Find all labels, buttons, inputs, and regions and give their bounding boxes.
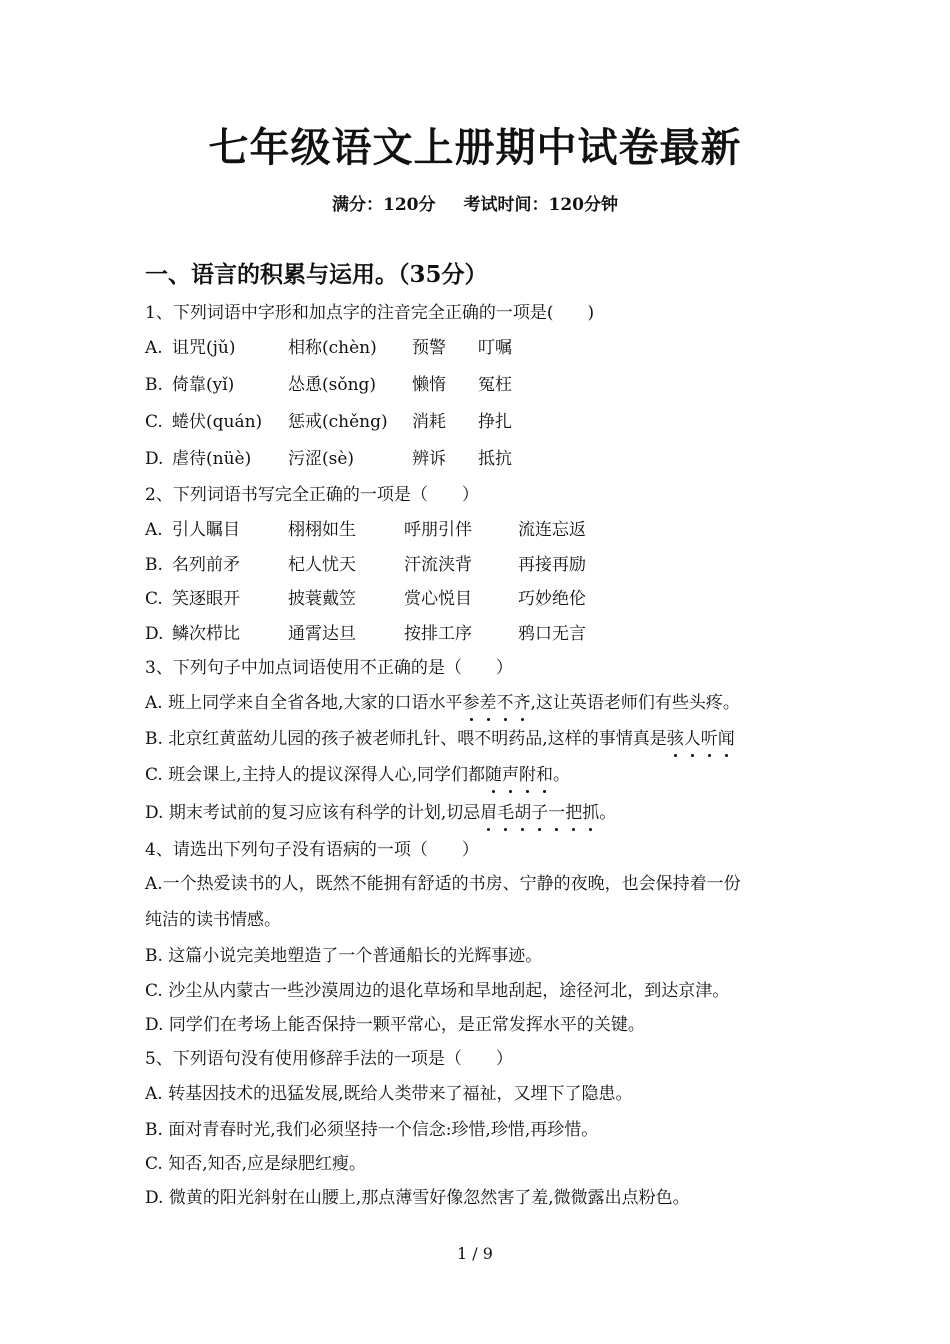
q3-option-a xyxy=(145,690,740,716)
q3-stem: 3、下列句子中加点词语使用不正确的是（ ） xyxy=(145,658,513,678)
option-word: 通霄达旦 xyxy=(288,624,356,644)
option-label: D. xyxy=(145,624,164,644)
q2-stem: 2、下列词语书写完全正确的一项是（ ） xyxy=(145,485,479,505)
option-text: C. 班会课上,主持人的提议深得人心,同学们都 xyxy=(145,765,486,785)
exam-subtitle xyxy=(0,192,950,218)
q3-option-b xyxy=(145,726,735,752)
q3-option-d xyxy=(145,800,616,826)
q2-option-b xyxy=(145,552,586,578)
option-word: 引人瞩目 xyxy=(172,520,240,540)
dotted-char: 子 xyxy=(531,800,548,826)
option-word: 巧妙绝伦 xyxy=(518,589,586,609)
option-word: 惩戒(chěng) xyxy=(288,412,388,432)
q4-option-c: C. 沙尘从内蒙古一些沙漠周边的退化草场和旱地刮起，途径河北，到达京津。 xyxy=(145,981,730,1001)
q3-option-c xyxy=(145,762,570,788)
q1-option-b xyxy=(145,372,512,398)
option-word: 冤枉 xyxy=(478,375,512,395)
option-word: 挣扎 xyxy=(478,412,512,432)
q1-option-d xyxy=(145,446,512,472)
dotted-char: 听 xyxy=(701,726,718,752)
option-label: A. xyxy=(145,520,163,540)
option-word: 抵抗 xyxy=(478,449,512,469)
q4-option-b: B. 这篇小说完美地塑造了一个普通船长的光辉事迹。 xyxy=(145,946,543,966)
option-text: ,这让英语老师们有些头疼。 xyxy=(530,693,740,713)
option-word: 再接再励 xyxy=(518,555,586,575)
option-word: 鸦口无言 xyxy=(518,624,586,644)
dotted-phrase xyxy=(463,693,531,713)
option-label: C. xyxy=(145,412,163,432)
option-label: B. xyxy=(145,555,163,575)
dotted-char: 人 xyxy=(684,726,701,752)
option-word: 预警 xyxy=(412,338,446,358)
option-word: 相称(chèn) xyxy=(288,338,377,358)
q4-stem: 4、请选出下列句子没有语病的一项（ ） xyxy=(145,840,479,860)
q1-option-a xyxy=(145,335,512,361)
option-word: 叮嘱 xyxy=(478,338,512,358)
q1-option-c xyxy=(145,409,512,435)
option-word: 辨诉 xyxy=(412,449,446,469)
q4-option-a-line2: 纯洁的读书情感。 xyxy=(145,910,281,930)
option-text: B. 北京红黄蓝幼儿园的孩子被老师扎针、喂不明药品,这样的事情真是 xyxy=(145,729,667,749)
dotted-char: 抓 xyxy=(582,800,599,826)
dotted-phrase xyxy=(480,803,599,823)
page-number: 1 / 9 xyxy=(457,1244,493,1263)
dotted-char: 骇 xyxy=(667,726,684,752)
option-text: 。 xyxy=(599,803,617,823)
option-word: 笑逐眼开 xyxy=(172,589,240,609)
q5-option-a: A. 转基因技术的迅猛发展,既给人类带来了福祉，又埋下了隐患。 xyxy=(145,1084,633,1104)
q4-option-a-line1: A.一个热爱读书的人，既然不能拥有舒适的书房、宁静的夜晚，也会保持着一份 xyxy=(145,874,741,894)
dotted-char: 把 xyxy=(565,800,582,826)
option-word: 消耗 xyxy=(412,412,446,432)
option-word: 栩栩如生 xyxy=(288,520,356,540)
option-word: 怂恿(sǒng) xyxy=(288,375,377,395)
q4-option-d: D. 同学们在考场上能否保持一颗平常心，是正常发挥水平的关键。 xyxy=(145,1015,645,1035)
dotted-phrase xyxy=(485,765,553,785)
q2-option-a xyxy=(145,517,586,543)
option-word: 鳞次栉比 xyxy=(172,624,240,644)
dotted-char: 声 xyxy=(502,762,519,788)
option-word: 赏心悦目 xyxy=(404,589,472,609)
exam-time: 考试时间：120分钟 xyxy=(463,195,618,215)
option-word: 虐待(nüè) xyxy=(172,449,252,469)
q2-option-c xyxy=(145,586,586,612)
option-text: 。 xyxy=(553,765,571,785)
option-word: 诅咒(jǔ) xyxy=(172,338,236,358)
dotted-char: 一 xyxy=(548,800,565,826)
option-word: 流连忘返 xyxy=(518,520,586,540)
dotted-char: 和 xyxy=(536,762,553,788)
dotted-char: 眉 xyxy=(480,800,497,826)
dotted-char: 参 xyxy=(463,690,480,716)
dotted-char: 胡 xyxy=(514,800,531,826)
dotted-char: 毛 xyxy=(497,800,514,826)
dotted-char: 齐 xyxy=(514,690,531,716)
option-word: 按排工序 xyxy=(404,624,472,644)
q5-option-d: D. 微黄的阳光斜射在山腰上,那点薄雪好像忽然害了羞,微微露出点粉色。 xyxy=(145,1188,690,1208)
q2-option-d xyxy=(145,621,586,647)
q5-option-b: B. 面对青春时光,我们必须坚持一个信念:珍惜,珍惜,再珍惜。 xyxy=(145,1120,599,1140)
option-label: D. xyxy=(145,449,164,469)
option-word: 汗流浃背 xyxy=(404,555,472,575)
option-word: 倚靠(yǐ) xyxy=(172,375,235,395)
option-label: C. xyxy=(145,589,163,609)
option-word: 披蓑戴笠 xyxy=(288,589,356,609)
option-word: 污涩(sè) xyxy=(288,449,355,469)
option-word: 名列前矛 xyxy=(172,555,240,575)
option-word: 杞人忧天 xyxy=(288,555,356,575)
option-word: 懒惰 xyxy=(412,375,446,395)
section-heading: 一、语言的积累与运用。（35分） xyxy=(145,261,488,288)
option-word: 呼朋引伴 xyxy=(404,520,472,540)
option-text: D. 期末考试前的复习应该有科学的计划,切忌 xyxy=(145,803,481,823)
dotted-char: 随 xyxy=(485,762,502,788)
option-text: A. 班上同学来自全省各地,大家的口语水平 xyxy=(145,693,463,713)
q1-stem: 1、下列词语中字形和加点字的注音完全正确的一项是( ) xyxy=(145,303,595,323)
option-label: A. xyxy=(145,338,163,358)
q5-stem: 5、下列语句没有使用修辞手法的一项是（ ） xyxy=(145,1049,513,1069)
dotted-char: 不 xyxy=(497,690,514,716)
option-word: 蜷伏(quán) xyxy=(172,412,263,432)
dotted-phrase xyxy=(667,729,735,749)
exam-title: 七年级语文上册期中试卷最新 xyxy=(208,124,742,171)
dotted-char: 附 xyxy=(519,762,536,788)
dotted-char: 闻 xyxy=(718,726,735,752)
q5-option-c: C. 知否,知否,应是绿肥红瘦。 xyxy=(145,1154,367,1174)
full-score: 满分：120分 xyxy=(332,195,436,215)
option-label: B. xyxy=(145,375,163,395)
dotted-char: 差 xyxy=(480,690,497,716)
